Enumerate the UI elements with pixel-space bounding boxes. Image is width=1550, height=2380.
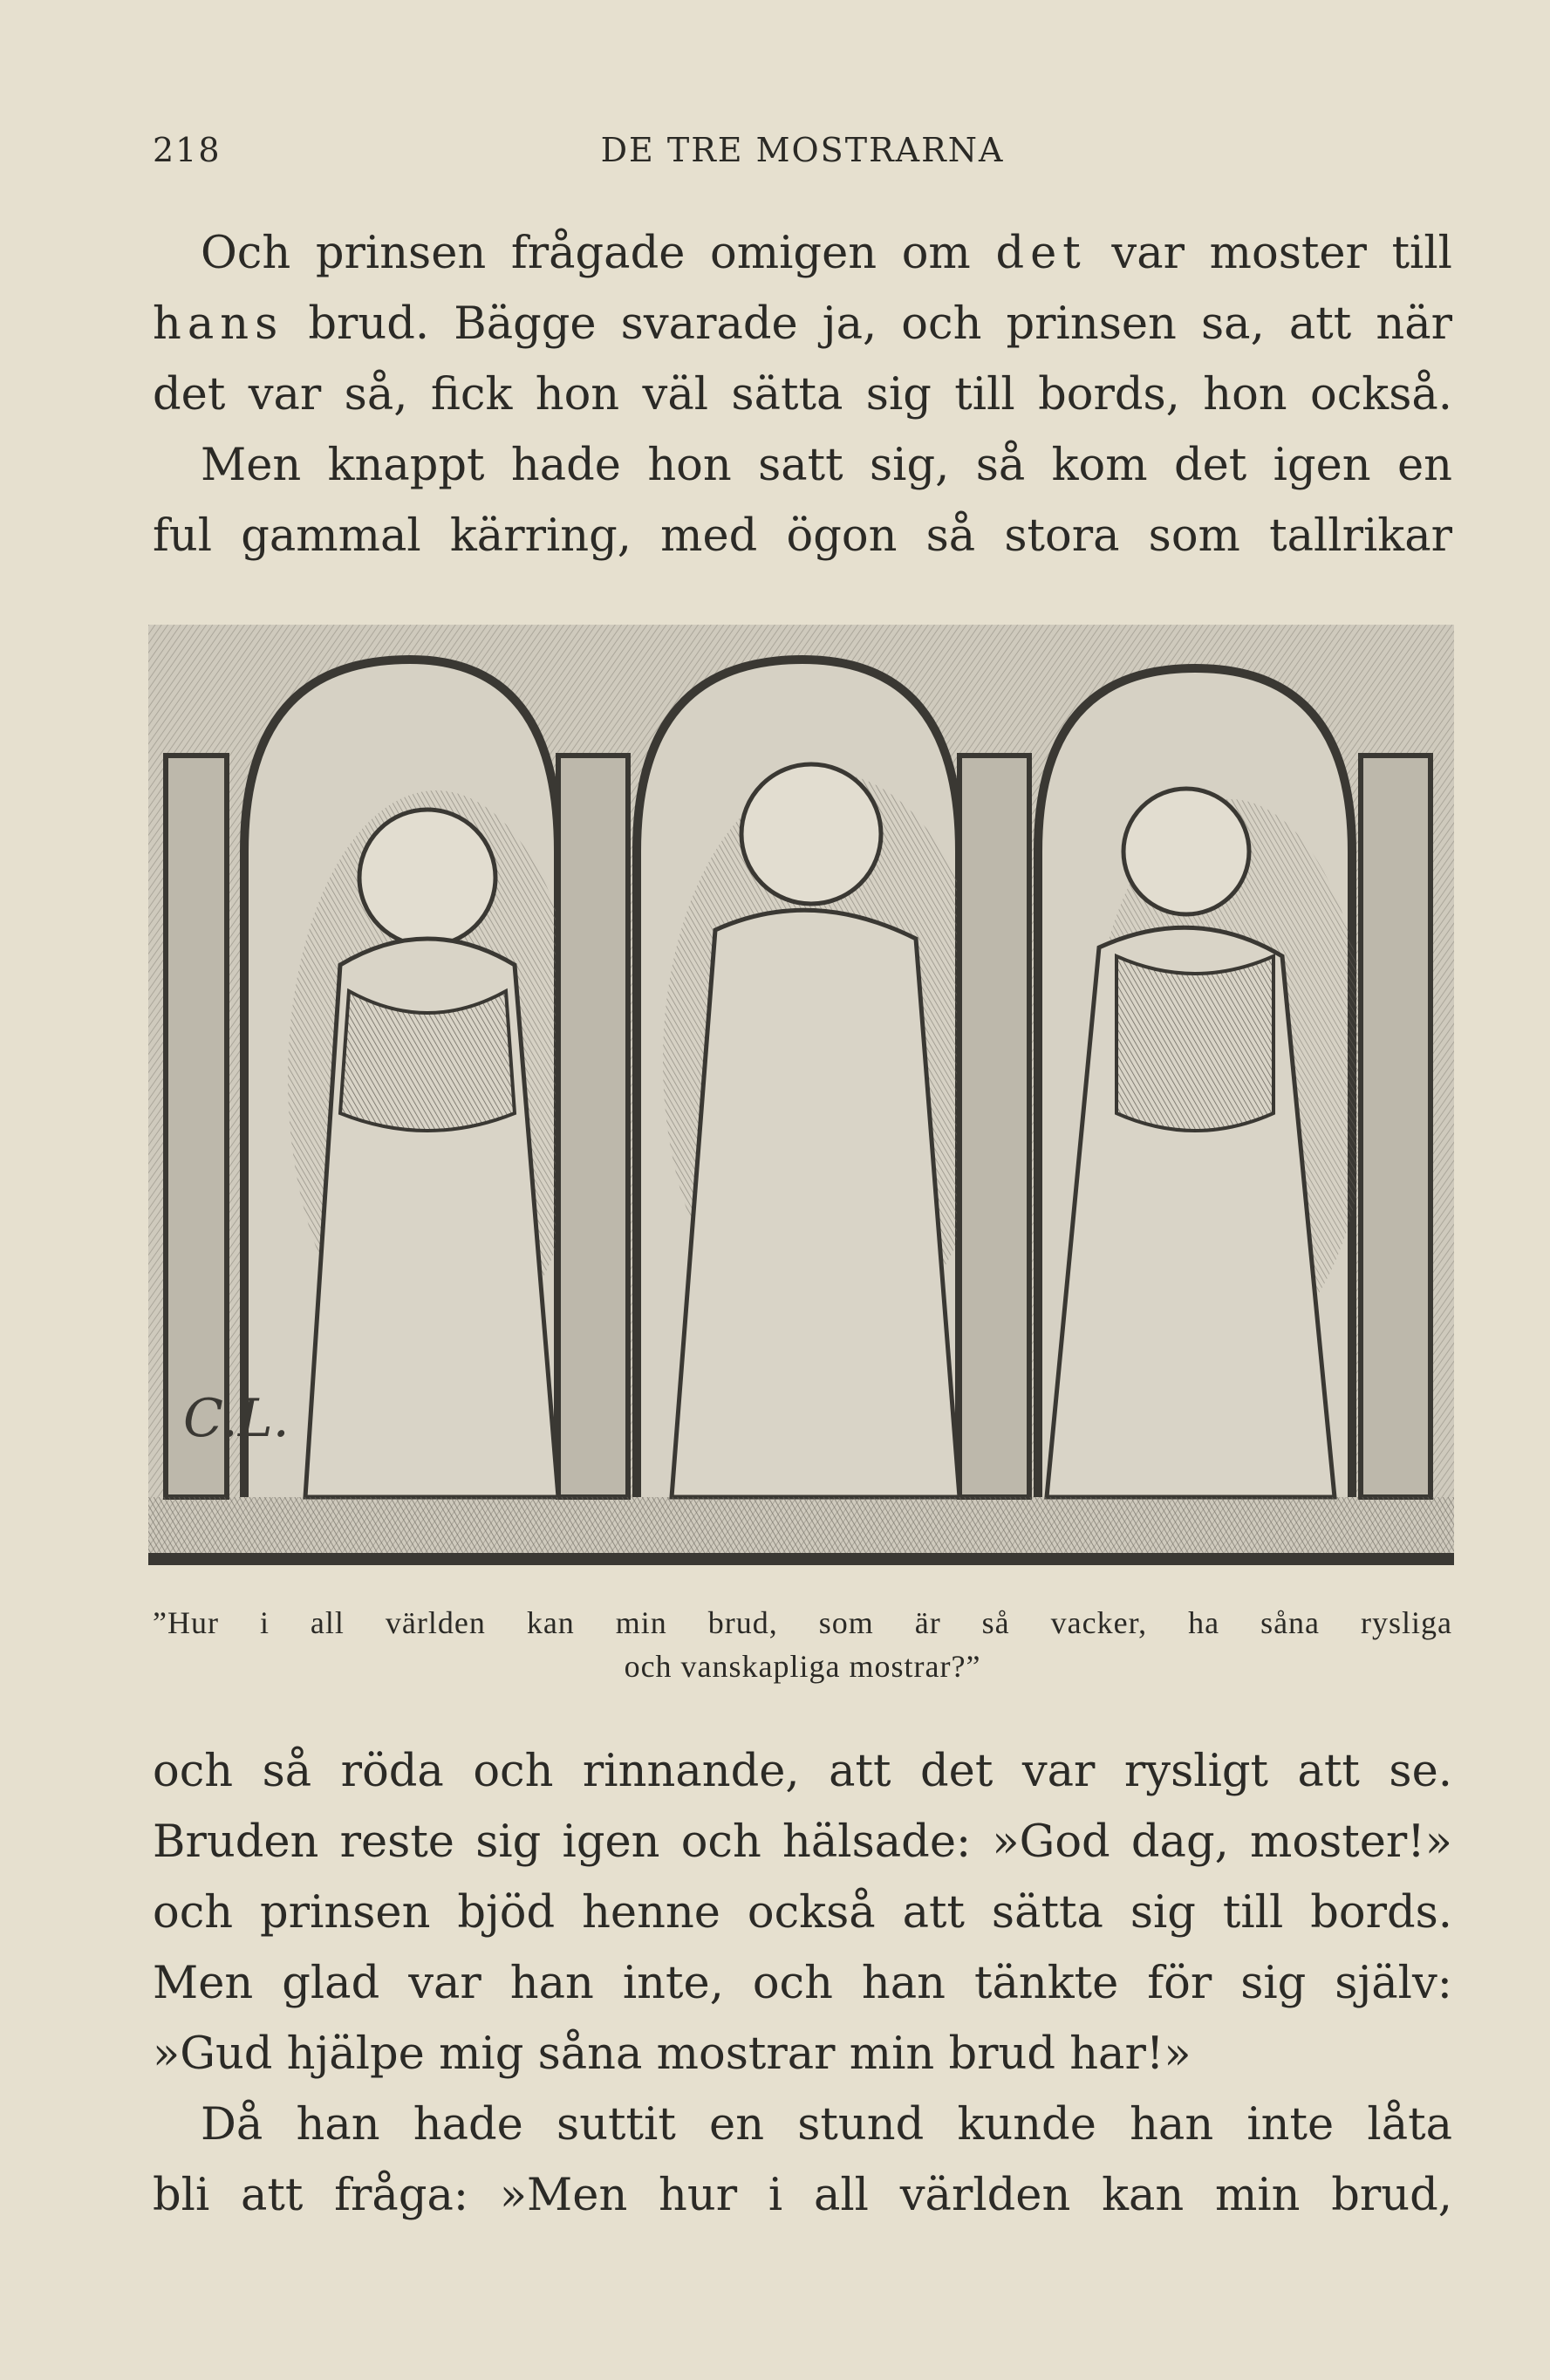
text-line: Då han hade suttit en stund kunde han inte låta [201, 2099, 1452, 2151]
caption-line: ”Hur i all världen kan min brud, som är så vacker, ha såna rysliga [153, 1605, 1452, 1640]
text-line: och prinsen bjöd henne också att sätta sig till bords. [153, 1887, 1452, 1939]
running-title: DE TRE MOSTRARNA [600, 131, 1005, 169]
signature: C.L. [183, 1388, 290, 1449]
text-line: och så röda och rinnande, att det var rysligt att se. [153, 1746, 1452, 1797]
page-header [153, 131, 1452, 183]
illustration-drawing [148, 625, 1454, 1565]
text-line: Bruden reste sig igen och hälsade: »God dag, moster!» [153, 1816, 1452, 1868]
text-line: ful gammal kärring, med ögon så stora som tallrikar [153, 510, 1452, 562]
text-line: »Gud hjälpe mig såna mostrar min brud har!» [153, 2028, 1192, 2080]
illustration-caption [153, 1601, 1452, 1688]
text-line: bli att fråga: »Men hur i all världen kan min brud, [153, 2170, 1452, 2221]
bottom-paragraph-block [153, 1736, 1452, 2231]
text-line: Men knappt hade hon satt sig, så kom det igen en [201, 440, 1452, 491]
text-line: Och prinsen frågade omigen om det var moster till [201, 228, 1452, 279]
text-line: hans brud. Bägge svarade ja, och prinsen sa, att när [153, 298, 1453, 350]
text-line: det var så, fick hon väl sätta sig till bords, hon också. [153, 369, 1452, 421]
three-aunts-illustration [148, 625, 1454, 1565]
top-paragraph-block [153, 218, 1452, 571]
text-line: Men glad var han inte, och han tänkte för sig själv: [153, 1958, 1452, 2009]
page-number: 218 [153, 131, 222, 169]
caption-line: och vanskapliga mostrar?” [624, 1649, 981, 1684]
